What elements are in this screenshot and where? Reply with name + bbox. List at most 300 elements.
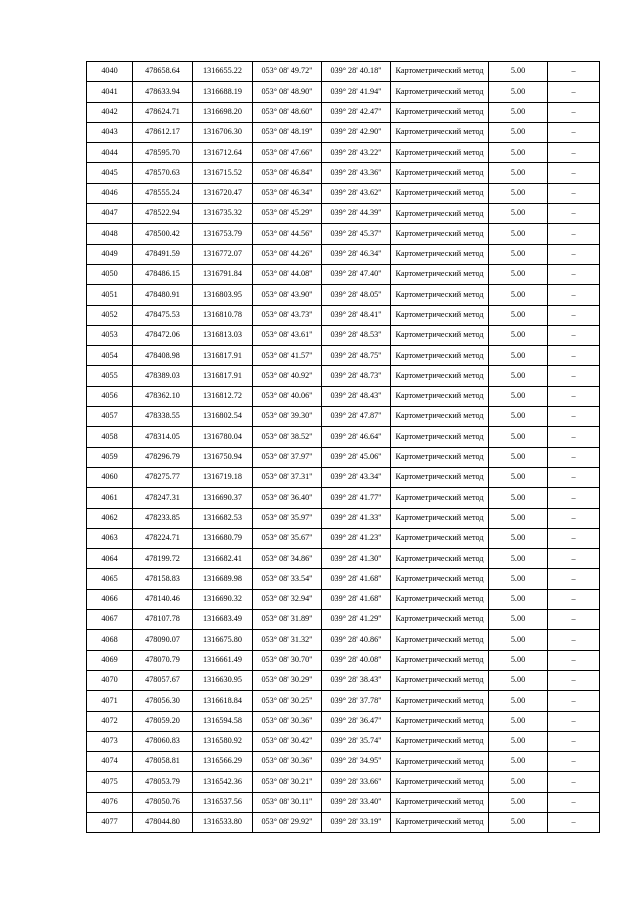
table-row [87,122,600,142]
note-cell: – [548,366,600,386]
point-number-cell: 4053 [87,325,133,345]
method-cell: Картометрический метод [391,285,489,305]
latitude-cell: 053° 08' 37.97" [253,447,322,467]
method-cell: Картометрический метод [391,163,489,183]
latitude-cell: 053° 08' 48.19" [253,122,322,142]
method-cell: Картометрический метод [391,670,489,690]
table-row [87,792,600,812]
longitude-cell: 039° 28' 46.34" [322,244,391,264]
accuracy-cell: 5.00 [489,488,548,508]
x-coordinate-cell: 478472.06 [133,325,193,345]
y-coordinate-cell: 1316715.52 [193,163,253,183]
table-row [87,325,600,345]
table-row [87,285,600,305]
longitude-cell: 039° 28' 40.86" [322,630,391,650]
accuracy-cell: 5.00 [489,691,548,711]
method-cell: Картометрический метод [391,407,489,427]
method-cell: Картометрический метод [391,731,489,751]
accuracy-cell: 5.00 [489,569,548,589]
y-coordinate-cell: 1316772.07 [193,244,253,264]
table-row [87,752,600,772]
latitude-cell: 053° 08' 48.90" [253,82,322,102]
longitude-cell: 039° 28' 45.37" [322,224,391,244]
x-coordinate-cell: 478275.77 [133,467,193,487]
point-number-cell: 4045 [87,163,133,183]
latitude-cell: 053° 08' 30.36" [253,752,322,772]
note-cell: – [548,407,600,427]
latitude-cell: 053° 08' 45.29" [253,204,322,224]
method-cell: Картометрический метод [391,610,489,630]
y-coordinate-cell: 1316580.92 [193,731,253,751]
method-cell: Картометрический метод [391,630,489,650]
latitude-cell: 053° 08' 31.32" [253,630,322,650]
x-coordinate-cell: 478107.78 [133,610,193,630]
accuracy-cell: 5.00 [489,325,548,345]
note-cell: – [548,204,600,224]
table-row [87,346,600,366]
latitude-cell: 053° 08' 43.61" [253,325,322,345]
table-row [87,691,600,711]
x-coordinate-cell: 478059.20 [133,711,193,731]
table-row [87,467,600,487]
y-coordinate-cell: 1316542.36 [193,772,253,792]
latitude-cell: 053° 08' 41.57" [253,346,322,366]
point-number-cell: 4069 [87,650,133,670]
latitude-cell: 053° 08' 30.25" [253,691,322,711]
note-cell: – [548,244,600,264]
longitude-cell: 039° 28' 33.19" [322,812,391,832]
latitude-cell: 053° 08' 47.66" [253,143,322,163]
x-coordinate-cell: 478090.07 [133,630,193,650]
y-coordinate-cell: 1316817.91 [193,346,253,366]
x-coordinate-cell: 478057.67 [133,670,193,690]
note-cell: – [548,447,600,467]
note-cell: – [548,711,600,731]
table-row [87,772,600,792]
table-row [87,508,600,528]
longitude-cell: 039° 28' 41.77" [322,488,391,508]
x-coordinate-cell: 478199.72 [133,549,193,569]
y-coordinate-cell: 1316689.98 [193,569,253,589]
x-coordinate-cell: 478522.94 [133,204,193,224]
longitude-cell: 039° 28' 45.06" [322,447,391,467]
accuracy-cell: 5.00 [489,305,548,325]
note-cell: – [548,549,600,569]
y-coordinate-cell: 1316810.78 [193,305,253,325]
longitude-cell: 039° 28' 42.90" [322,122,391,142]
y-coordinate-cell: 1316682.53 [193,508,253,528]
x-coordinate-cell: 478362.10 [133,386,193,406]
point-number-cell: 4063 [87,528,133,548]
accuracy-cell: 5.00 [489,407,548,427]
x-coordinate-cell: 478555.24 [133,183,193,203]
accuracy-cell: 5.00 [489,62,548,82]
longitude-cell: 039° 28' 33.66" [322,772,391,792]
method-cell: Картометрический метод [391,305,489,325]
y-coordinate-cell: 1316698.20 [193,102,253,122]
table-row [87,630,600,650]
point-number-cell: 4068 [87,630,133,650]
note-cell: – [548,285,600,305]
accuracy-cell: 5.00 [489,82,548,102]
latitude-cell: 053° 08' 37.31" [253,467,322,487]
point-number-cell: 4041 [87,82,133,102]
y-coordinate-cell: 1316780.04 [193,427,253,447]
note-cell: – [548,610,600,630]
method-cell: Картометрический метод [391,62,489,82]
method-cell: Картометрический метод [391,366,489,386]
point-number-cell: 4071 [87,691,133,711]
note-cell: – [548,325,600,345]
table-row [87,447,600,467]
y-coordinate-cell: 1316750.94 [193,447,253,467]
longitude-cell: 039° 28' 47.40" [322,264,391,284]
method-cell: Картометрический метод [391,102,489,122]
x-coordinate-cell: 478224.71 [133,528,193,548]
method-cell: Картометрический метод [391,204,489,224]
note-cell: – [548,163,600,183]
method-cell: Картометрический метод [391,508,489,528]
point-number-cell: 4073 [87,731,133,751]
longitude-cell: 039° 28' 43.62" [322,183,391,203]
note-cell: – [548,386,600,406]
y-coordinate-cell: 1316594.58 [193,711,253,731]
latitude-cell: 053° 08' 30.21" [253,772,322,792]
method-cell: Картометрический метод [391,122,489,142]
point-number-cell: 4051 [87,285,133,305]
longitude-cell: 039° 28' 44.39" [322,204,391,224]
y-coordinate-cell: 1316802.54 [193,407,253,427]
longitude-cell: 039° 28' 34.95" [322,752,391,772]
accuracy-cell: 5.00 [489,731,548,751]
method-cell: Картометрический метод [391,346,489,366]
y-coordinate-cell: 1316618.84 [193,691,253,711]
x-coordinate-cell: 478060.83 [133,731,193,751]
point-number-cell: 4056 [87,386,133,406]
latitude-cell: 053° 08' 49.72" [253,62,322,82]
longitude-cell: 039° 28' 37.78" [322,691,391,711]
y-coordinate-cell: 1316719.18 [193,467,253,487]
method-cell: Картометрический метод [391,82,489,102]
table-row [87,244,600,264]
latitude-cell: 053° 08' 30.70" [253,650,322,670]
latitude-cell: 053° 08' 29.92" [253,812,322,832]
note-cell: – [548,569,600,589]
note-cell: – [548,812,600,832]
x-coordinate-cell: 478486.15 [133,264,193,284]
longitude-cell: 039° 28' 43.22" [322,143,391,163]
y-coordinate-cell: 1316812.72 [193,386,253,406]
point-number-cell: 4075 [87,772,133,792]
longitude-cell: 039° 28' 36.47" [322,711,391,731]
x-coordinate-cell: 478247.31 [133,488,193,508]
method-cell: Картометрический метод [391,224,489,244]
method-cell: Картометрический метод [391,244,489,264]
latitude-cell: 053° 08' 30.29" [253,670,322,690]
note-cell: – [548,305,600,325]
longitude-cell: 039° 28' 41.29" [322,610,391,630]
accuracy-cell: 5.00 [489,204,548,224]
longitude-cell: 039° 28' 48.41" [322,305,391,325]
table-row [87,812,600,832]
note-cell: – [548,427,600,447]
accuracy-cell: 5.00 [489,772,548,792]
latitude-cell: 053° 08' 39.30" [253,407,322,427]
latitude-cell: 053° 08' 44.26" [253,244,322,264]
longitude-cell: 039° 28' 43.34" [322,467,391,487]
longitude-cell: 039° 28' 47.87" [322,407,391,427]
longitude-cell: 039° 28' 40.18" [322,62,391,82]
accuracy-cell: 5.00 [489,630,548,650]
table-row [87,163,600,183]
y-coordinate-cell: 1316533.80 [193,812,253,832]
y-coordinate-cell: 1316791.84 [193,264,253,284]
table-row [87,82,600,102]
point-number-cell: 4048 [87,224,133,244]
table-row [87,366,600,386]
table-row [87,670,600,690]
point-number-cell: 4061 [87,488,133,508]
table-row [87,427,600,447]
x-coordinate-cell: 478633.94 [133,82,193,102]
longitude-cell: 039° 28' 42.47" [322,102,391,122]
longitude-cell: 039° 28' 41.30" [322,549,391,569]
method-cell: Картометрический метод [391,488,489,508]
longitude-cell: 039° 28' 41.68" [322,589,391,609]
table-row [87,102,600,122]
x-coordinate-cell: 478158.83 [133,569,193,589]
table-row [87,305,600,325]
table-row [87,731,600,751]
x-coordinate-cell: 478233.85 [133,508,193,528]
longitude-cell: 039° 28' 48.53" [322,325,391,345]
point-number-cell: 4076 [87,792,133,812]
latitude-cell: 053° 08' 30.36" [253,711,322,731]
x-coordinate-cell: 478595.70 [133,143,193,163]
y-coordinate-cell: 1316690.32 [193,589,253,609]
latitude-cell: 053° 08' 35.97" [253,508,322,528]
latitude-cell: 053° 08' 40.06" [253,386,322,406]
accuracy-cell: 5.00 [489,102,548,122]
note-cell: – [548,630,600,650]
y-coordinate-cell: 1316630.95 [193,670,253,690]
point-number-cell: 4043 [87,122,133,142]
latitude-cell: 053° 08' 32.94" [253,589,322,609]
longitude-cell: 039° 28' 43.36" [322,163,391,183]
accuracy-cell: 5.00 [489,264,548,284]
y-coordinate-cell: 1316803.95 [193,285,253,305]
point-number-cell: 4059 [87,447,133,467]
latitude-cell: 053° 08' 34.86" [253,549,322,569]
y-coordinate-cell: 1316813.03 [193,325,253,345]
accuracy-cell: 5.00 [489,163,548,183]
accuracy-cell: 5.00 [489,508,548,528]
method-cell: Картометрический метод [391,752,489,772]
x-coordinate-cell: 478658.64 [133,62,193,82]
table-row [87,264,600,284]
accuracy-cell: 5.00 [489,366,548,386]
table-row [87,650,600,670]
point-number-cell: 4066 [87,589,133,609]
y-coordinate-cell: 1316712.64 [193,143,253,163]
accuracy-cell: 5.00 [489,447,548,467]
y-coordinate-cell: 1316537.56 [193,792,253,812]
x-coordinate-cell: 478570.63 [133,163,193,183]
method-cell: Картометрический метод [391,183,489,203]
x-coordinate-cell: 478408.98 [133,346,193,366]
x-coordinate-cell: 478044.80 [133,812,193,832]
method-cell: Картометрический метод [391,691,489,711]
x-coordinate-cell: 478058.81 [133,752,193,772]
accuracy-cell: 5.00 [489,224,548,244]
latitude-cell: 053° 08' 38.52" [253,427,322,447]
point-number-cell: 4055 [87,366,133,386]
note-cell: – [548,589,600,609]
longitude-cell: 039° 28' 40.08" [322,650,391,670]
longitude-cell: 039° 28' 38.43" [322,670,391,690]
point-number-cell: 4052 [87,305,133,325]
point-number-cell: 4064 [87,549,133,569]
table-row [87,549,600,569]
longitude-cell: 039° 28' 48.05" [322,285,391,305]
latitude-cell: 053° 08' 44.08" [253,264,322,284]
x-coordinate-cell: 478612.17 [133,122,193,142]
table-row [87,183,600,203]
point-number-cell: 4046 [87,183,133,203]
point-number-cell: 4067 [87,610,133,630]
method-cell: Картометрический метод [391,264,489,284]
point-number-cell: 4060 [87,467,133,487]
latitude-cell: 053° 08' 46.34" [253,183,322,203]
longitude-cell: 039° 28' 46.64" [322,427,391,447]
latitude-cell: 053° 08' 46.84" [253,163,322,183]
latitude-cell: 053° 08' 48.60" [253,102,322,122]
method-cell: Картометрический метод [391,812,489,832]
x-coordinate-cell: 478053.79 [133,772,193,792]
point-number-cell: 4047 [87,204,133,224]
longitude-cell: 039° 28' 41.33" [322,508,391,528]
y-coordinate-cell: 1316682.41 [193,549,253,569]
table-row [87,407,600,427]
x-coordinate-cell: 478314.05 [133,427,193,447]
note-cell: – [548,488,600,508]
x-coordinate-cell: 478296.79 [133,447,193,467]
x-coordinate-cell: 478389.03 [133,366,193,386]
note-cell: – [548,792,600,812]
accuracy-cell: 5.00 [489,386,548,406]
point-number-cell: 4042 [87,102,133,122]
accuracy-cell: 5.00 [489,792,548,812]
longitude-cell: 039° 28' 41.68" [322,569,391,589]
x-coordinate-cell: 478338.55 [133,407,193,427]
y-coordinate-cell: 1316690.37 [193,488,253,508]
point-number-cell: 4074 [87,752,133,772]
y-coordinate-cell: 1316817.91 [193,366,253,386]
accuracy-cell: 5.00 [489,122,548,142]
table-row [87,711,600,731]
table-row [87,143,600,163]
note-cell: – [548,62,600,82]
table-row [87,610,600,630]
method-cell: Картометрический метод [391,569,489,589]
y-coordinate-cell: 1316655.22 [193,62,253,82]
note-cell: – [548,528,600,548]
point-number-cell: 4057 [87,407,133,427]
accuracy-cell: 5.00 [489,812,548,832]
point-number-cell: 4065 [87,569,133,589]
longitude-cell: 039° 28' 48.75" [322,346,391,366]
table-row [87,528,600,548]
latitude-cell: 053° 08' 43.73" [253,305,322,325]
accuracy-cell: 5.00 [489,711,548,731]
longitude-cell: 039° 28' 48.43" [322,386,391,406]
longitude-cell: 039° 28' 41.94" [322,82,391,102]
note-cell: – [548,102,600,122]
latitude-cell: 053° 08' 35.67" [253,528,322,548]
accuracy-cell: 5.00 [489,244,548,264]
method-cell: Картометрический метод [391,711,489,731]
x-coordinate-cell: 478140.46 [133,589,193,609]
point-number-cell: 4054 [87,346,133,366]
method-cell: Картометрический метод [391,143,489,163]
accuracy-cell: 5.00 [489,528,548,548]
method-cell: Картометрический метод [391,467,489,487]
y-coordinate-cell: 1316735.32 [193,204,253,224]
coordinates-table [86,61,600,833]
note-cell: – [548,670,600,690]
note-cell: – [548,467,600,487]
method-cell: Картометрический метод [391,427,489,447]
note-cell: – [548,224,600,244]
method-cell: Картометрический метод [391,650,489,670]
point-number-cell: 4058 [87,427,133,447]
accuracy-cell: 5.00 [489,467,548,487]
table-row [87,589,600,609]
note-cell: – [548,731,600,751]
latitude-cell: 053° 08' 36.40" [253,488,322,508]
table-row [87,224,600,244]
latitude-cell: 053° 08' 33.54" [253,569,322,589]
note-cell: – [548,691,600,711]
longitude-cell: 039° 28' 35.74" [322,731,391,751]
accuracy-cell: 5.00 [489,285,548,305]
accuracy-cell: 5.00 [489,610,548,630]
y-coordinate-cell: 1316720.47 [193,183,253,203]
latitude-cell: 053° 08' 44.56" [253,224,322,244]
x-coordinate-cell: 478480.91 [133,285,193,305]
longitude-cell: 039° 28' 48.73" [322,366,391,386]
x-coordinate-cell: 478050.76 [133,792,193,812]
note-cell: – [548,508,600,528]
note-cell: – [548,264,600,284]
x-coordinate-cell: 478475.53 [133,305,193,325]
accuracy-cell: 5.00 [489,346,548,366]
y-coordinate-cell: 1316706.30 [193,122,253,142]
note-cell: – [548,122,600,142]
note-cell: – [548,143,600,163]
accuracy-cell: 5.00 [489,549,548,569]
y-coordinate-cell: 1316683.49 [193,610,253,630]
method-cell: Картометрический метод [391,386,489,406]
x-coordinate-cell: 478500.42 [133,224,193,244]
method-cell: Картометрический метод [391,792,489,812]
accuracy-cell: 5.00 [489,589,548,609]
point-number-cell: 4077 [87,812,133,832]
method-cell: Картометрический метод [391,589,489,609]
y-coordinate-cell: 1316661.49 [193,650,253,670]
accuracy-cell: 5.00 [489,650,548,670]
table-row [87,488,600,508]
